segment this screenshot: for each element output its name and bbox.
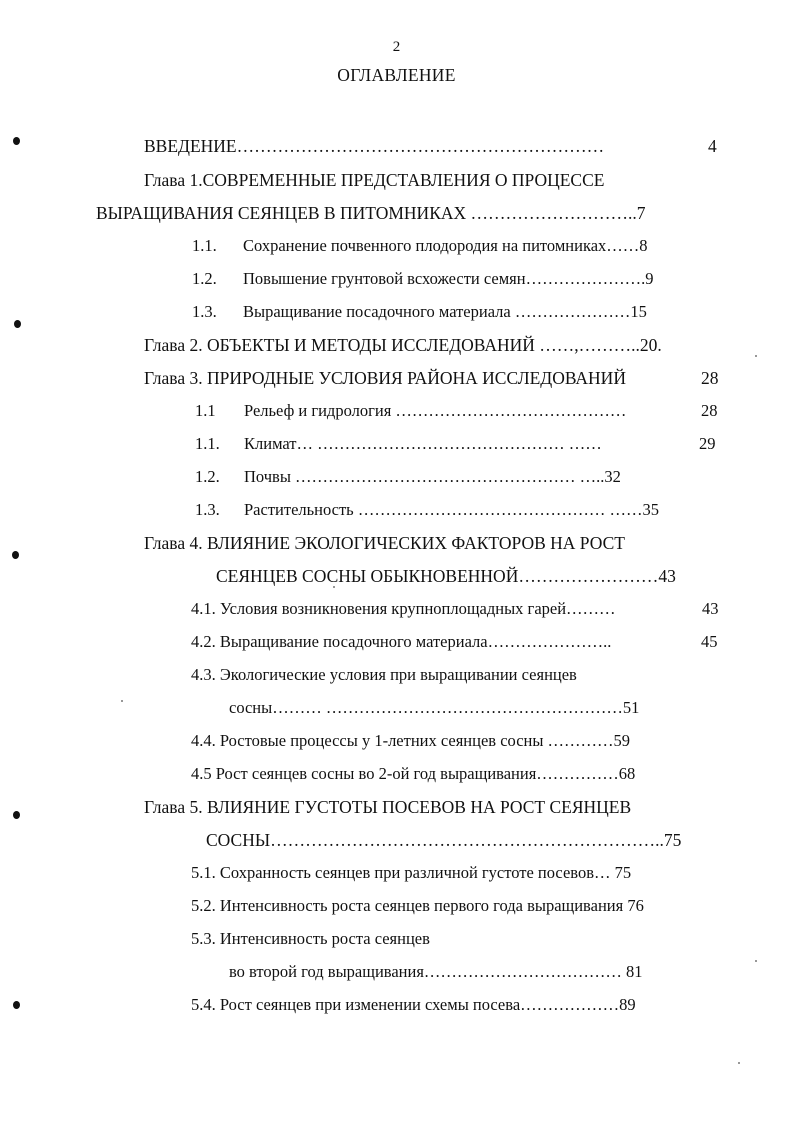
- toc-section-3-1: Рельеф и гидрология ……………………………………: [244, 401, 627, 420]
- toc-section-1-1-number: 1.1.: [192, 236, 217, 255]
- toc-section-1-2-number: 1.2.: [192, 269, 217, 288]
- toc-chapter-3-page: 28: [701, 368, 719, 388]
- toc-section-4-2: 4.2. Выращивание посадочного материала…………………..: [191, 632, 612, 651]
- toc-section-3-4-number: 1.3.: [195, 500, 220, 519]
- toc-chapter-5-line-2: СОСНЫ…………………………………………………………..75: [206, 830, 682, 850]
- toc-intro: ВВЕДЕНИЕ………………………………………………………: [144, 136, 605, 156]
- toc-section-4-3-line-2: сосны……… ………………………………………………51: [229, 698, 640, 717]
- toc-chapter-3: Глава 3. ПРИРОДНЫЕ УСЛОВИЯ РАЙОНА ИССЛЕДОВАНИЙ: [144, 368, 626, 388]
- toc-section-4-1: 4.1. Условия возникновения крупноплощадных гарей………: [191, 599, 616, 618]
- scan-speck: [738, 1062, 740, 1064]
- binder-hole-mark: [14, 320, 21, 328]
- toc-section-3-4: Растительность ……………………………………… ……35: [244, 500, 659, 519]
- toc-section-3-3: Почвы …………………………………………… …..32: [244, 467, 621, 486]
- toc-chapter-4-line-2: СЕЯНЦЕВ СОСНЫ ОБЫКНОВЕННОЙ……………………43: [216, 566, 676, 586]
- toc-section-3-2-number: 1.1.: [195, 434, 220, 453]
- binder-hole-mark: [13, 137, 20, 145]
- toc-section-4-3-line-1: 4.3. Экологические условия при выращивании сеянцев: [191, 665, 577, 684]
- scan-speck: [121, 700, 123, 702]
- toc-chapter-1-line-2: ВЫРАЩИВАНИЯ СЕЯНЦЕВ В ПИТОМНИКАХ ………………………..7: [96, 203, 646, 223]
- toc-chapter-2: Глава 2. ОБЪЕКТЫ И МЕТОДЫ ИССЛЕДОВАНИЙ ……,………..20.: [144, 335, 662, 355]
- toc-section-4-5: 4.5 Рост сеянцев сосны во 2-ой год выращивания……………68: [191, 764, 636, 783]
- binder-hole-mark: [13, 1001, 20, 1009]
- toc-section-3-2-page: 29: [699, 434, 716, 453]
- toc-section-1-1: Сохранение почвенного плодородия на питомниках……8: [243, 236, 648, 255]
- scan-speck: [333, 586, 335, 588]
- toc-section-1-3-number: 1.3.: [192, 302, 217, 321]
- toc-section-3-2: Климат… ……………………………………… ……: [244, 434, 602, 453]
- toc-section-1-3: Выращивание посадочного материала …………………15: [243, 302, 647, 321]
- toc-intro-page: 4: [708, 136, 717, 156]
- toc-section-5-3-line-2: во второй год выращивания……………………………… 81: [229, 962, 643, 981]
- toc-section-5-2: 5.2. Интенсивность роста сеянцев первого года выращивания 76: [191, 896, 644, 915]
- toc-section-4-1-page: 43: [702, 599, 719, 618]
- toc-chapter-5-line-1: Глава 5. ВЛИЯНИЕ ГУСТОТЫ ПОСЕВОВ НА РОСТ СЕЯНЦЕВ: [144, 797, 632, 817]
- toc-section-3-1-number: 1.1: [195, 401, 216, 420]
- toc-section-3-1-page: 28: [701, 401, 718, 420]
- toc-section-4-2-page: 45: [701, 632, 718, 651]
- toc-section-5-4: 5.4. Рост сеянцев при изменении схемы посева………………89: [191, 995, 636, 1014]
- scan-speck: [755, 355, 757, 357]
- toc-section-5-1: 5.1. Сохранность сеянцев при различной густоте посевов… 75: [191, 863, 632, 882]
- binder-hole-mark: [13, 811, 20, 819]
- toc-section-4-4: 4.4. Ростовые процессы у 1-летних сеянцев сосны …………59: [191, 731, 631, 750]
- toc-section-1-2: Повышение грунтовой всхожести семян………………….9: [243, 269, 654, 288]
- toc-chapter-4-line-1: Глава 4. ВЛИЯНИЕ ЭКОЛОГИЧЕСКИХ ФАКТОРОВ НА РОСТ: [144, 533, 625, 553]
- toc-section-3-3-number: 1.2.: [195, 467, 220, 486]
- page-title: ОГЛАВЛЕНИЕ: [337, 65, 456, 85]
- binder-hole-mark: [12, 551, 19, 559]
- scan-speck: [755, 960, 757, 962]
- toc-section-5-3-line-1: 5.3. Интенсивность роста сеянцев: [191, 929, 430, 948]
- toc-chapter-1-line-1: Глава 1.СОВРЕМЕННЫЕ ПРЕДСТАВЛЕНИЯ О ПРОЦЕССЕ: [144, 170, 605, 190]
- page-number: 2: [392, 39, 401, 55]
